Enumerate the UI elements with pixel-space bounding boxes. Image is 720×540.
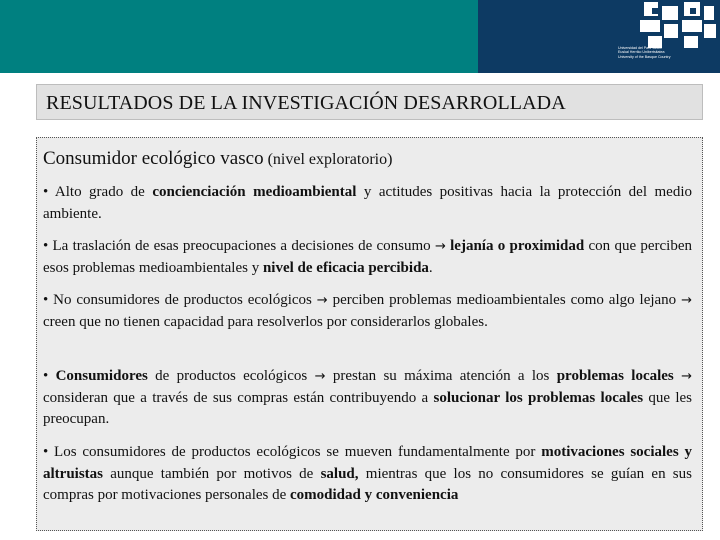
paragraph-text: • Los consumidores de productos ecológicos se mueven fundamentalmente por bbox=[43, 444, 542, 460]
bullet-paragraph-p3 bbox=[43, 290, 692, 333]
bullet-paragraph-p4 bbox=[43, 366, 692, 431]
paragraph-text: de productos ecológicos bbox=[147, 368, 315, 384]
emphasis-text: concienciación medioambiental bbox=[152, 184, 357, 200]
paragraph-text: prestan su máxima atención a los bbox=[325, 368, 557, 384]
page-title: RESULTADOS DE LA INVESTIGACIÓN DESARROLLADA bbox=[46, 92, 566, 114]
paragraph-text: con que perciben esos problemas medioambientales y bbox=[43, 238, 693, 276]
logo-caption bbox=[618, 46, 716, 59]
emphasis-text: salud, bbox=[320, 465, 359, 482]
arrow-right-icon: → bbox=[434, 239, 446, 254]
paragraph-text: • La traslación de esas preocupaciones a decisiones de consumo bbox=[43, 238, 435, 254]
logo-caption-line: Universidad del País Vasco bbox=[618, 46, 662, 50]
paragraph-text bbox=[674, 368, 681, 384]
paragraph-text: que les preocupan. bbox=[43, 389, 692, 427]
paragraph-text: • bbox=[43, 368, 56, 384]
header-banner-teal bbox=[0, 0, 478, 73]
emphasis-text: Consumidores bbox=[55, 368, 148, 384]
paragraph-text: consideran que a través de sus compras están contribuyendo a bbox=[43, 389, 434, 406]
emphasis-text: lejanía o proximidad bbox=[445, 238, 585, 254]
emphasis-text: motivaciones sociales y altruistas bbox=[43, 444, 692, 482]
section-heading-main: Consumidor ecológico vasco bbox=[43, 148, 264, 169]
arrow-right-icon: → bbox=[681, 293, 692, 308]
university-logo-icon bbox=[640, 2, 716, 50]
section-heading-note: (nivel exploratorio) bbox=[267, 151, 393, 168]
paragraph-text: mientras que los no consumidores se guían en sus compras por motivaciones personales de bbox=[43, 465, 692, 503]
paragraph-text: perciben problemas medioambientales como algo lejano bbox=[327, 292, 682, 308]
bullet-paragraph-p5 bbox=[43, 442, 692, 507]
emphasis-text: comodidad y conveniencia bbox=[290, 487, 459, 503]
arrow-right-icon: → bbox=[314, 369, 326, 384]
section-heading bbox=[43, 148, 392, 170]
paragraph-text: aunque también por motivos de bbox=[103, 465, 321, 482]
emphasis-text: solucionar los problemas locales bbox=[433, 389, 644, 406]
arrow-right-icon: → bbox=[681, 369, 692, 384]
logo-caption-line: Euskal Herriko Unibertsitatea bbox=[618, 50, 665, 55]
paragraph-text: • No consumidores de productos ecológicos bbox=[43, 292, 317, 308]
paragraph-text: y actitudes positivas hacia la protección del medio ambiente. bbox=[43, 184, 692, 222]
emphasis-text: problemas locales bbox=[556, 368, 674, 384]
bullet-paragraph-p2 bbox=[43, 236, 692, 279]
bullet-paragraph-p1 bbox=[43, 182, 692, 225]
arrow-right-icon: → bbox=[316, 293, 328, 308]
emphasis-text: nivel de eficacia percibida bbox=[262, 259, 429, 276]
content-box bbox=[36, 137, 703, 531]
paragraph-text: creen que no tienen capacidad para resolverlos por considerarlos globales. bbox=[43, 313, 488, 330]
title-box bbox=[36, 84, 703, 120]
paragraph-text: • Alto grado de bbox=[43, 184, 153, 200]
paragraph-text: . bbox=[428, 259, 433, 276]
logo-caption-line: University of the Basque Country bbox=[618, 54, 671, 59]
